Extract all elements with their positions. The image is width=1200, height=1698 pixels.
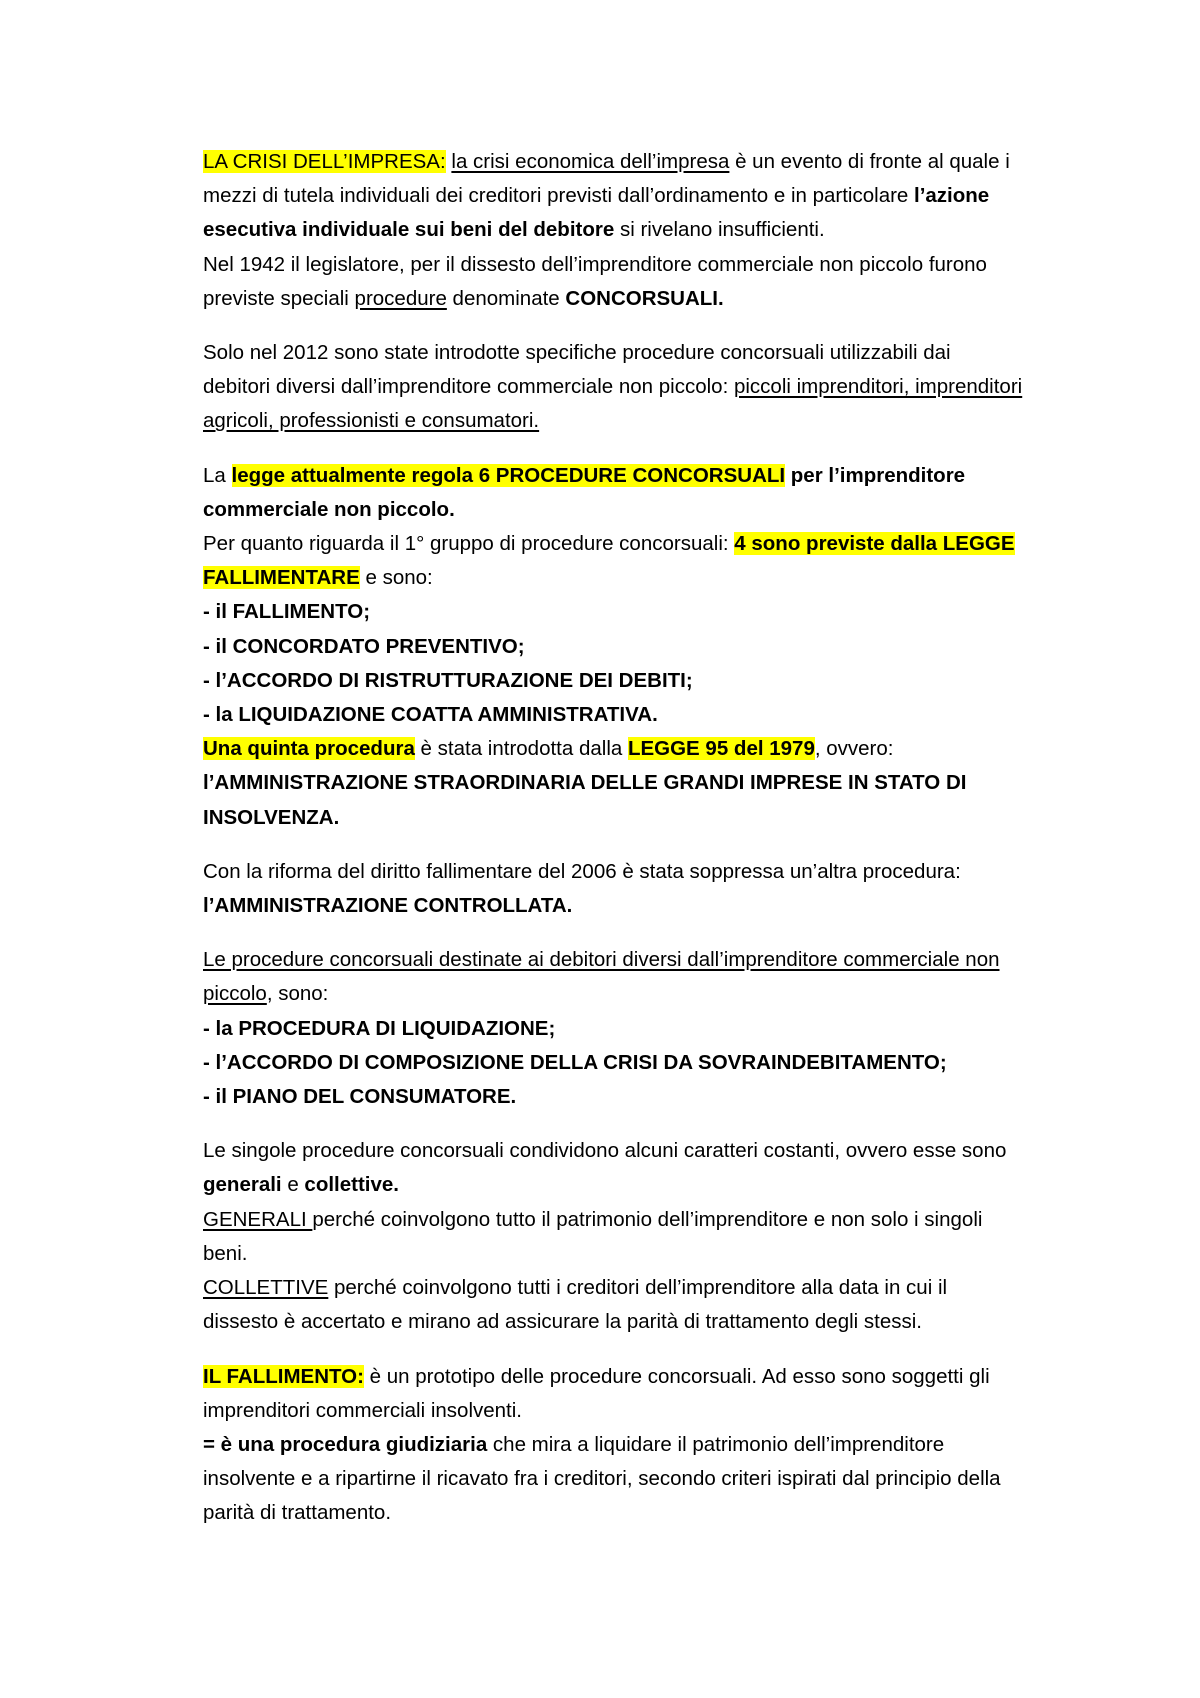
text-run: perché coinvolgono tutti i creditori dell’imprenditore alla data in cui il dissesto è accertato e mirano ad assicurare la parità di trattamento degli stessi. (203, 1276, 948, 1334)
list-item: - la LIQUIDAZIONE COATTA AMMINISTRATIVA. (203, 703, 658, 727)
paragraph-fallimento (203, 1360, 1023, 1428)
paragraph-legge-6-procedure (203, 459, 1023, 527)
text-run: Nel 1942 il legislatore, per il dissesto dell’imprenditore commerciale non piccolo furono previste speciali (203, 252, 987, 310)
underlined-term: la crisi economica dell’impresa (451, 150, 730, 173)
text-run: e (281, 1173, 305, 1197)
paragraph-2012 (203, 336, 1023, 439)
bold-term: l’AMMINISTRAZIONE STRAORDINARIA DELLE GRANDI IMPRESE IN STATO DI INSOLVENZA. (203, 771, 967, 829)
heading-fallimento: IL FALLIMENTO: (203, 1364, 364, 1388)
bold-term: l’azione esecutiva individuale sui beni del debitore (203, 184, 990, 242)
list-item: - la PROCEDURA DI LIQUIDAZIONE; (203, 1016, 556, 1040)
list-item: - il FALLIMENTO; (203, 600, 371, 624)
text-run: , sono: (266, 982, 329, 1006)
text-run: , ovvero: (814, 737, 894, 761)
text-run: e sono: (359, 566, 433, 590)
bold-term: CONCORSUALI. (565, 286, 724, 310)
text-run: La (203, 463, 232, 487)
text-run: Le singole procedure concorsuali condividono alcuni caratteri costanti, ovvero esse sono (203, 1139, 1007, 1163)
list-item: - il CONCORDATO PREVENTIVO; (203, 634, 525, 658)
document-body (203, 145, 1023, 1531)
list-procedure-legge-fallimentare (203, 595, 1023, 732)
highlighted-term: Una quinta procedura (203, 737, 415, 761)
text-run: è un prototipo delle procedure concorsuali. Ad esso sono soggetti gli imprenditori commerciali insolventi. (203, 1364, 990, 1422)
bold-term: generali (203, 1173, 282, 1197)
paragraph-caratteri-costanti (203, 1134, 1023, 1202)
text-run: si rivelano insufficienti. (614, 218, 825, 242)
text-run: perché coinvolgono tutto il patrimonio dell’imprenditore e non solo i singoli beni. (203, 1207, 983, 1265)
paragraph-generali (203, 1203, 1023, 1271)
heading-crisi-impresa: LA CRISI DELL’IMPRESA: (203, 150, 446, 173)
list-procedure-debitori-diversi (203, 1012, 1023, 1115)
highlighted-term: LEGGE 95 del 1979 (627, 737, 815, 761)
list-item: - l’ACCORDO DI COMPOSIZIONE DELLA CRISI DA SOVRAINDEBITAMENTO; (203, 1050, 947, 1074)
paragraph-riforma-2006 (203, 855, 1023, 923)
paragraph-crisi-impresa (203, 145, 1023, 248)
bold-term: collettive. (304, 1173, 399, 1197)
text-run: Per quanto riguarda il 1° gruppo di procedure concorsuali: (203, 532, 735, 556)
highlighted-term: 4 sono previste dalla LEGGE FALLIMENTARE (203, 532, 1015, 590)
underlined-term: GENERALI (203, 1207, 313, 1231)
text-run: è un evento di fronte al quale i mezzi di tutela individuali dei creditori previsti dall’ordinamento e in particolare (203, 150, 1010, 208)
underlined-term: procedure (354, 286, 447, 310)
paragraph-debitori-diversi (203, 943, 1023, 1011)
list-item: - l’ACCORDO DI RISTRUTTURAZIONE DEI DEBITI; (203, 668, 693, 692)
paragraph-collettive (203, 1271, 1023, 1339)
text-run: Solo nel 2012 sono state introdotte specifiche procedure concorsuali utilizzabili dai debitori diversi dall’imprenditore commerciale non piccolo: (203, 341, 951, 399)
bold-term: l’AMMINISTRAZIONE CONTROLLATA. (203, 894, 573, 918)
paragraph-1942 (203, 248, 1023, 316)
text-run: Con la riforma del diritto fallimentare del 2006 è stata soppressa un’altra procedura: (203, 859, 961, 883)
underlined-term: piccoli imprenditori, imprenditori agricoli, professionisti e consumatori. (203, 375, 1023, 433)
paragraph-primo-gruppo (203, 527, 1023, 595)
underlined-term: COLLETTIVE (203, 1276, 329, 1300)
paragraph-quinta-procedura (203, 732, 1023, 835)
paragraph-procedura-giudiziaria (203, 1428, 1023, 1531)
text-run: denominate (446, 286, 566, 310)
highlighted-term: legge attualmente regola 6 PROCEDURE CONCORSUALI (231, 463, 786, 487)
text-run: per l’imprenditore commerciale non piccolo. (203, 463, 966, 521)
list-item: - il PIANO DEL CONSUMATORE. (203, 1085, 517, 1109)
text-run: che mira a liquidare il patrimonio dell’imprenditore insolvente e a ripartirne il ricavato fra i creditori, secondo criteri ispirati dal principio della parità di trattamento. (203, 1432, 1001, 1525)
underlined-term: Le procedure concorsuali destinate ai debitori diversi dall’imprenditore commerciale non piccolo (203, 948, 1000, 1006)
text-run: è stata introdotta dalla (414, 737, 628, 761)
bold-term: = è una procedura giudiziaria (203, 1432, 488, 1456)
